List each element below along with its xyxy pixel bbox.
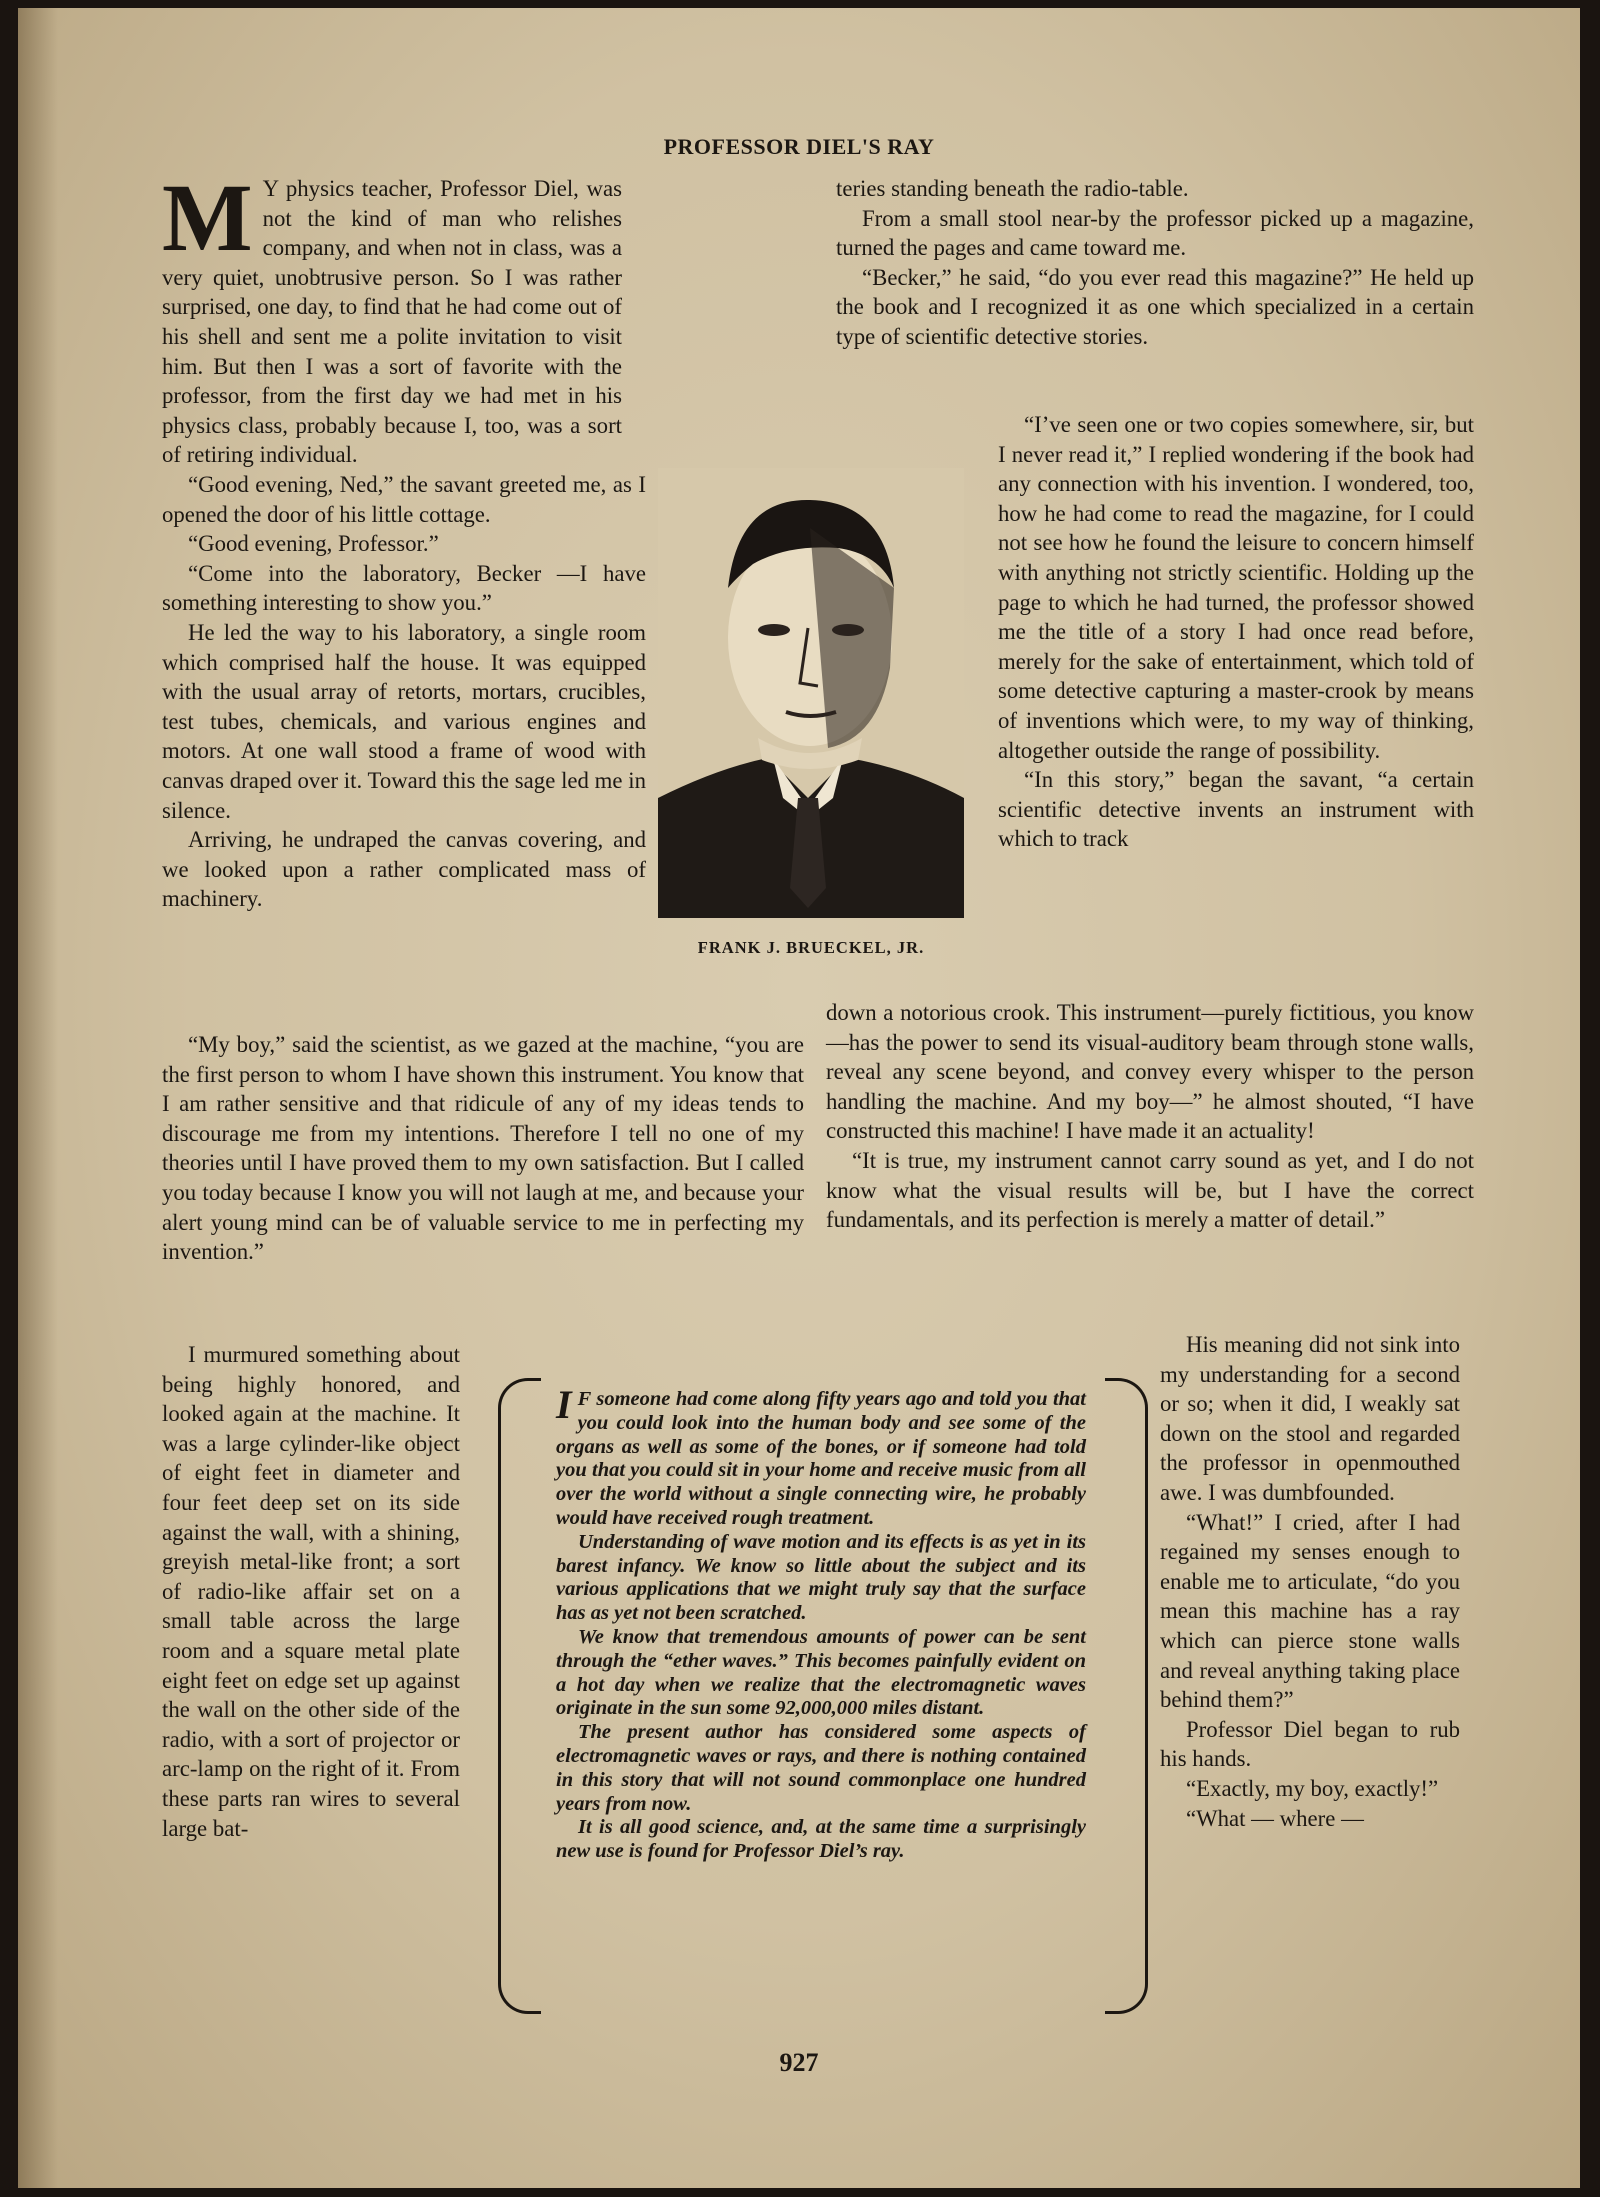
paragraph: “I’ve seen one or two copies somewhere, sir, but I never read it,” I replied wondering if the book had any connection with his invention. I wondered, too, how he had come to read the magazine, for I could not see how he found the leisure to concern himself with anything not strictly scientific. Holding up the page to which he had turned, the professor showed me the title of a story I had once read before, merely for the sake of entertainment, which told of some detective capturing a master-crook by means of inventions which were, to my way of thinking, altogether outside the range of possibility. [998, 412, 1474, 763]
portrait-caption: FRANK J. BRUECKEL, JR. [697, 938, 925, 957]
opening-paragraph: M Y physics teacher, Professor Diel, was not the kind of man who relishes company, and when not in class, was a very quiet, unobtrusive person. So I was rather surprised, one day, to find that he had come out of his shell and sent me a polite invitation to visit him. But then I was a sort of favorite with the professor, from the first day we had met in his physics class, probably because I, too, was a sort of retiring individual. [162, 164, 622, 468]
right-column-bottom [1160, 1330, 1460, 1833]
paragraph: teries standing beneath the radio-table. [836, 176, 1189, 201]
right-bracket [1105, 1378, 1148, 2014]
left-column-bottom [162, 1340, 460, 1843]
magazine-page [18, 8, 1580, 2188]
paragraph: He led the way to his laboratory, a single room which comprised half the house. It was equipped with the usual array of retorts, mortars, crucibles, test tubes, chemicals, and various engines and motors. At one wall stood a frame of wood with canvas draped over it. Toward this the sage led me in silence. [162, 619, 646, 823]
editorial-intro-text [556, 1382, 1086, 1864]
intro-paragraph: I F someone had come along fifty years ago and told you that you could look into the human body and see some of the organs as well as some of the bones, or if someone had told you that you could sit in your home and receive music from all over the world without a single connecting wire, he probably would have received rough treatment. [556, 1382, 1086, 1529]
page-edge-shadow [18, 8, 58, 2188]
author-portrait [658, 468, 964, 918]
paragraph: “Come into the laboratory, Becker —I have something interesting to show you.” [162, 560, 646, 616]
editorial-intro-box [498, 1378, 1148, 2008]
paragraph: “What!” I cried, after I had regained my senses enough to enable me to articulate, “do you mean this machine has a ray which can pierce stone walls and reveal anything taking place behind them?” [1160, 1509, 1460, 1713]
intro-initial: I [556, 1382, 572, 1427]
paragraph: “Exactly, my boy, exactly!” [1186, 1775, 1439, 1801]
paragraph: From a small stool near-by the professor picked up a magazine, turned the pages and came toward me. [836, 205, 1474, 261]
paragraph: “My boy,” said the scientist, as we gazed at the machine, “you are the first person to whom I have shown this instrument. You know that I am rather sensitive and that ridicule of any of my ideas tends to discourage me from my intentions. Therefore I tell no one of my theories until I have proved them to my own satisfaction. But I called you today because I know you will not laugh at me, and because your alert young mind can be of valuable service to me in perfecting my invention.” [162, 1032, 804, 1265]
paragraph: “What — where — [1186, 1805, 1364, 1831]
left-column-mid [162, 1030, 804, 1267]
paragraph: His meaning did not sink into my understanding for a second or so; when it did, I weakly sat down on the stool and regarded the professor in openmouthed awe. I was dumbfounded. [1160, 1332, 1460, 1505]
right-column-mid [826, 998, 1474, 1235]
left-bracket [498, 1378, 541, 2014]
paragraph: I murmured something about being highly honored, and looked again at the machine. It was a large cylinder-like object of eight feet in diameter and four feet deep set on its side against the wall, with a shining, greyish metal-like front; a sort of radio-like affair set on a small table across the large room and a square metal plate eight feet on edge set up against the wall on the other side of the radio, with a sort of projector or arc-lamp on the right of it. From these parts ran wires to several large bat- [162, 1342, 460, 1841]
paragraph: “Becker,” he said, “do you ever read this magazine?” He held up the book and I recognized it as one which specialized in a certain type of scientific detective stories. [836, 264, 1474, 349]
right-column-beside-portrait [998, 410, 1474, 854]
page-number: 927 [779, 2048, 819, 2077]
portrait-illustration [658, 468, 964, 918]
intro-paragraph: It is all good science, and, at the same time a surprisingly new use is found for Professor Diel’s ray. [556, 1816, 1086, 1863]
right-column-top [836, 174, 1474, 352]
paragraph: “Good evening, Ned,” the savant greeted me, as I opened the door of his little cottage. [162, 472, 646, 527]
paragraph: “It is true, my instrument cannot carry sound as yet, and I do not know what the visual results will be, but I have the correct fundamentals, and its perfection is merely a matter of detail.” [826, 1147, 1474, 1233]
paragraph: Professor Diel began to rub his hands. [1160, 1716, 1460, 1772]
drop-cap: M [162, 164, 253, 271]
paragraph: down a notorious crook. This instrument—purely fictitious, you know—has the power to send its visual-auditory beam through stone walls, reveal any scene beyond, and convey every whisper to the person handling the machine. And my boy—” he almost shouted, “I have constructed this machine! I have made it an actuality! [826, 1000, 1474, 1144]
intro-paragraph: We know that tremendous amounts of power can be sent through the “ether waves.” This becomes painfully evident on a hot day when we realize that the electromagnetic waves originate in the sun some 92,000,000 miles distant. [556, 1625, 1086, 1720]
running-head: PROFESSOR DIEL'S RAY [663, 134, 935, 159]
left-column-top [162, 164, 622, 470]
paragraph: Arriving, he undraped the canvas covering, and we looked upon a rather complicated mass of machinery. [162, 827, 646, 912]
paragraph: “In this story,” began the savant, “a certain scientific detective invents an instrument with which to track [998, 767, 1474, 852]
intro-paragraph: The present author has considered some aspects of electromagnetic waves or rays, and there is nothing contained in this story that will not sound commonplace one hundred years from now. [556, 1721, 1086, 1815]
paragraph: “Good evening, Professor.” [188, 531, 439, 557]
left-column-beside-portrait [162, 470, 646, 914]
intro-paragraph: Understanding of wave motion and its effects is as yet in its barest infancy. We know so little about the subject and its various applications that we might truly say that the surface has as yet not been scratched. [556, 1530, 1086, 1625]
